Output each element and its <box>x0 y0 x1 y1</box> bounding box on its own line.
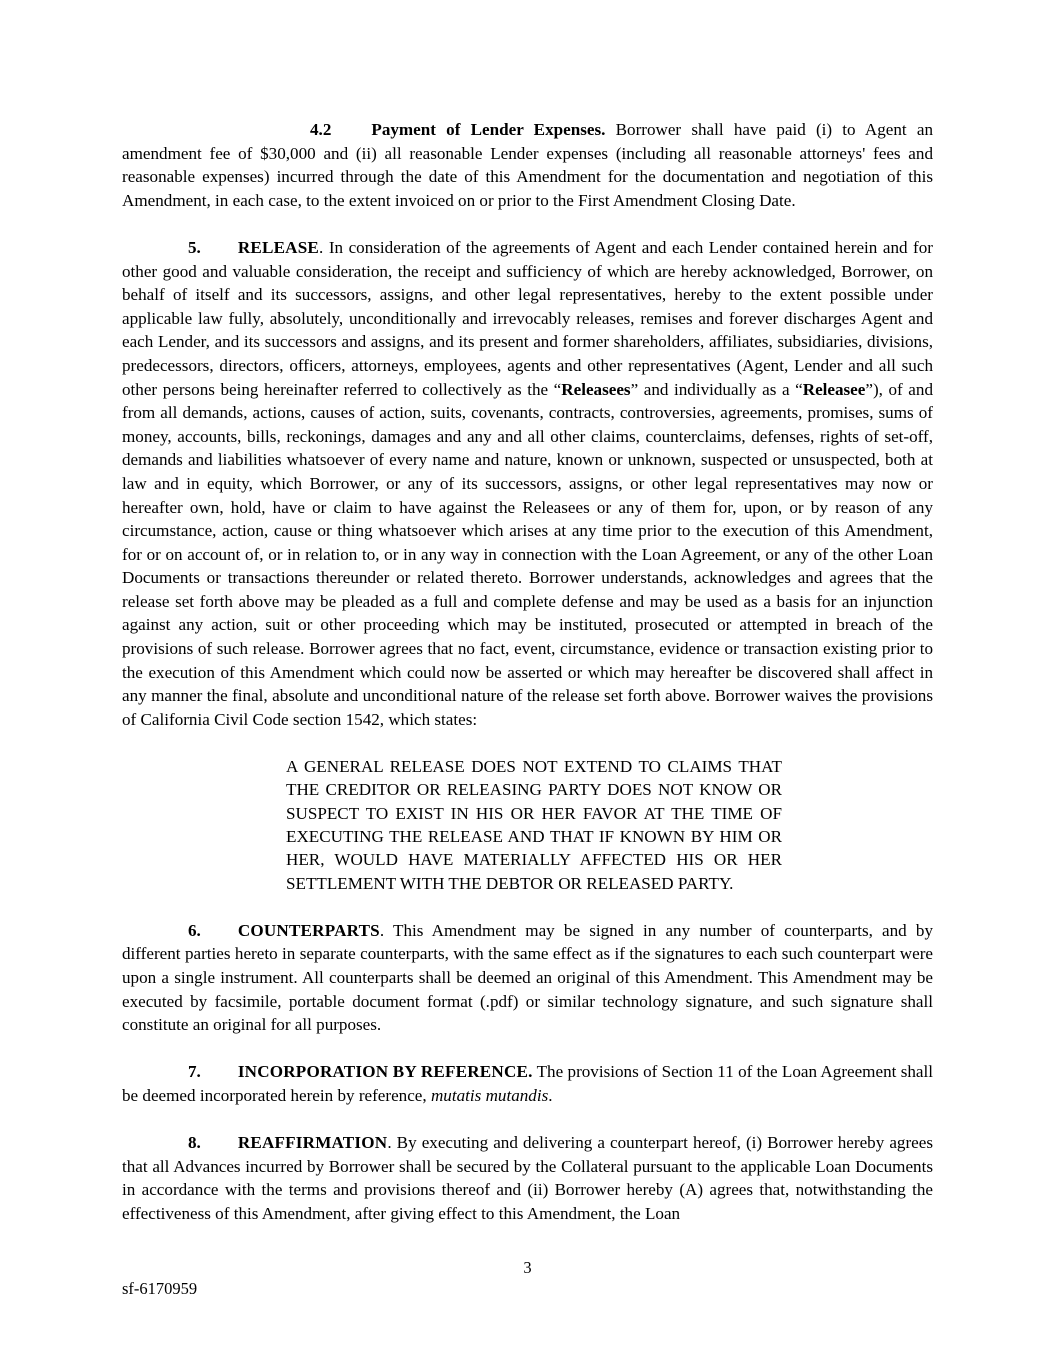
section-5-body-1: . In consideration of the agreements of Agent and each Lender contained herein and for other good and valuable consideration, the receipt and sufficiency of which are hereby acknowledged, Borrower, on behalf of itself and its successors, assigns, and other legal representatives, hereby to the extent possible under applicable law fully, absolutely, unconditionally and irrevocably releases, remises and forever discharges Agent and each Lender, and its successors and assigns, and its present and former shareholders, affiliates, subsidiaries, divisions, predecessors, directors, officers, attorneys, employees, agents and other representatives (Agent, Lender and all such other persons being hereinafter referred to collectively as the “ <box>122 237 933 399</box>
paragraph-spacer <box>122 731 933 755</box>
defined-term-releasee: Releasee <box>802 379 866 399</box>
defined-term-releasees: Releasees <box>561 379 631 399</box>
section-5 <box>122 236 933 731</box>
section-8-heading: REAFFIRMATION <box>237 1133 388 1153</box>
section-6-heading: COUNTERPARTS <box>237 920 380 940</box>
section-4-2-number: 4.2 <box>310 120 332 139</box>
latin-phrase-mutatis-mutandis: mutatis mutandis <box>430 1085 549 1105</box>
section-5-heading: RELEASE <box>237 237 320 257</box>
paragraph-spacer <box>122 1037 933 1061</box>
section-8 <box>122 1131 933 1225</box>
section-4-2-heading: Payment of Lender Expenses. <box>371 120 606 139</box>
section-8-body: . By executing and delivering a counterpart hereof, (i) Borrower hereby agrees that all Advances incurred by Borrower shall be secured by the Collateral pursuant to the applicable Loan Documents in accordance with the terms and provisions thereof and (ii) Borrower hereby (A) agrees that, notwithstanding the effectiveness of this Amendment, after giving effect to this Amendment, the Loan <box>122 1133 933 1223</box>
section-7 <box>122 1060 933 1107</box>
paragraph-spacer <box>122 1108 933 1132</box>
section-4-2-body: Borrower shall have paid (i) to Agent an amendment fee of $30,000 and (ii) all reasonable Lender expenses (including all reasonable attorneys' fees and reasonable expenses) incurred through the date of this Amendment for the documentation and negotiation of this Amendment, in each case, to the extent invoiced on or prior to the First Amendment Closing Date. <box>122 120 933 210</box>
section-7-body-after: . <box>548 1085 553 1105</box>
section-7-heading: INCORPORATION BY REFERENCE. <box>237 1062 533 1082</box>
section-5-body-2: ” and individually as a “ <box>630 379 803 399</box>
section-5-number: 5. <box>188 237 201 257</box>
paragraph-spacer <box>122 212 933 236</box>
paragraph-spacer <box>122 895 933 919</box>
section-7-number: 7. <box>188 1062 201 1082</box>
section-6 <box>122 919 933 1037</box>
page-number: 3 <box>523 1258 532 1277</box>
section-6-number: 6. <box>188 920 201 940</box>
section-8-number: 8. <box>188 1133 201 1153</box>
section-6-body: . This Amendment may be signed in any number of counterparts, and by different parties hereto in separate counterparts, with the same effect as if the signatures to each such counterpart were upon a single instrument. All counterparts shall be deemed an original of this Amendment. This Amendment may be executed by facsimile, portable document format (.pdf) or similar technology signature, and such signature shall constitute an original for all purposes. <box>122 920 933 1035</box>
section-5-body-3: ”), of and from all demands, actions, causes of action, suits, covenants, contracts, controversies, agreements, promises, sums of money, accounts, bills, reckonings, damages and any and all other claims, counterclaims, defenses, rights of set-off, demands and liabilities whatsoever of every name and nature, known or unknown, suspected or unsuspected, both at law and in equity, which Borrower, or any of its successors, assigns, or other legal representatives may now or hereafter own, hold, have or claim to have against the Releasees or any of them for, upon, or by reason of any circumstance, action, cause or thing whatsoever which arises at any time prior to the execution of this Amendment, for or on account of, or in relation to, or in any way in connection with the Loan Agreement, or any of the other Loan Documents or transactions thereunder or related thereto. Borrower understands, acknowledges and agrees that the release set forth above may be pleaded as a full and complete defense and may be used as a basis for an injunction against any action, suit or other proceeding which may be instituted, prosecuted or attempted in breach of the provisions of such release. Borrower agrees that no fact, event, circumstance, evidence or transaction existing prior to the execution of this Amendment which could now be asserted or which may hereafter be discovered shall affect in any manner the final, absolute and unconditional nature of the release set forth above. Borrower waives the provisions of California Civil Code section 1542, which states: <box>122 379 933 729</box>
section-7-body-before: The provisions of Section 11 of the Loan Agreement shall be deemed incorporated herein by reference, <box>122 1062 933 1105</box>
civil-code-1542-quote: A GENERAL RELEASE DOES NOT EXTEND TO CLAIMS THAT THE CREDITOR OR RELEASING PARTY DOES NOT KNOW OR SUSPECT TO EXIST IN HIS OR HER FAVOR AT THE TIME OF EXECUTING THE RELEASE AND THAT IF KNOWN BY HIM OR HER, WOULD HAVE MATERIALLY AFFECTED HIS OR HER SETTLEMENT WITH THE DEBTOR OR RELEASED PARTY. <box>286 757 782 893</box>
document-body <box>122 118 933 1226</box>
section-4-2 <box>122 118 933 212</box>
footer-document-reference: sf-6170959 <box>122 1279 198 1298</box>
